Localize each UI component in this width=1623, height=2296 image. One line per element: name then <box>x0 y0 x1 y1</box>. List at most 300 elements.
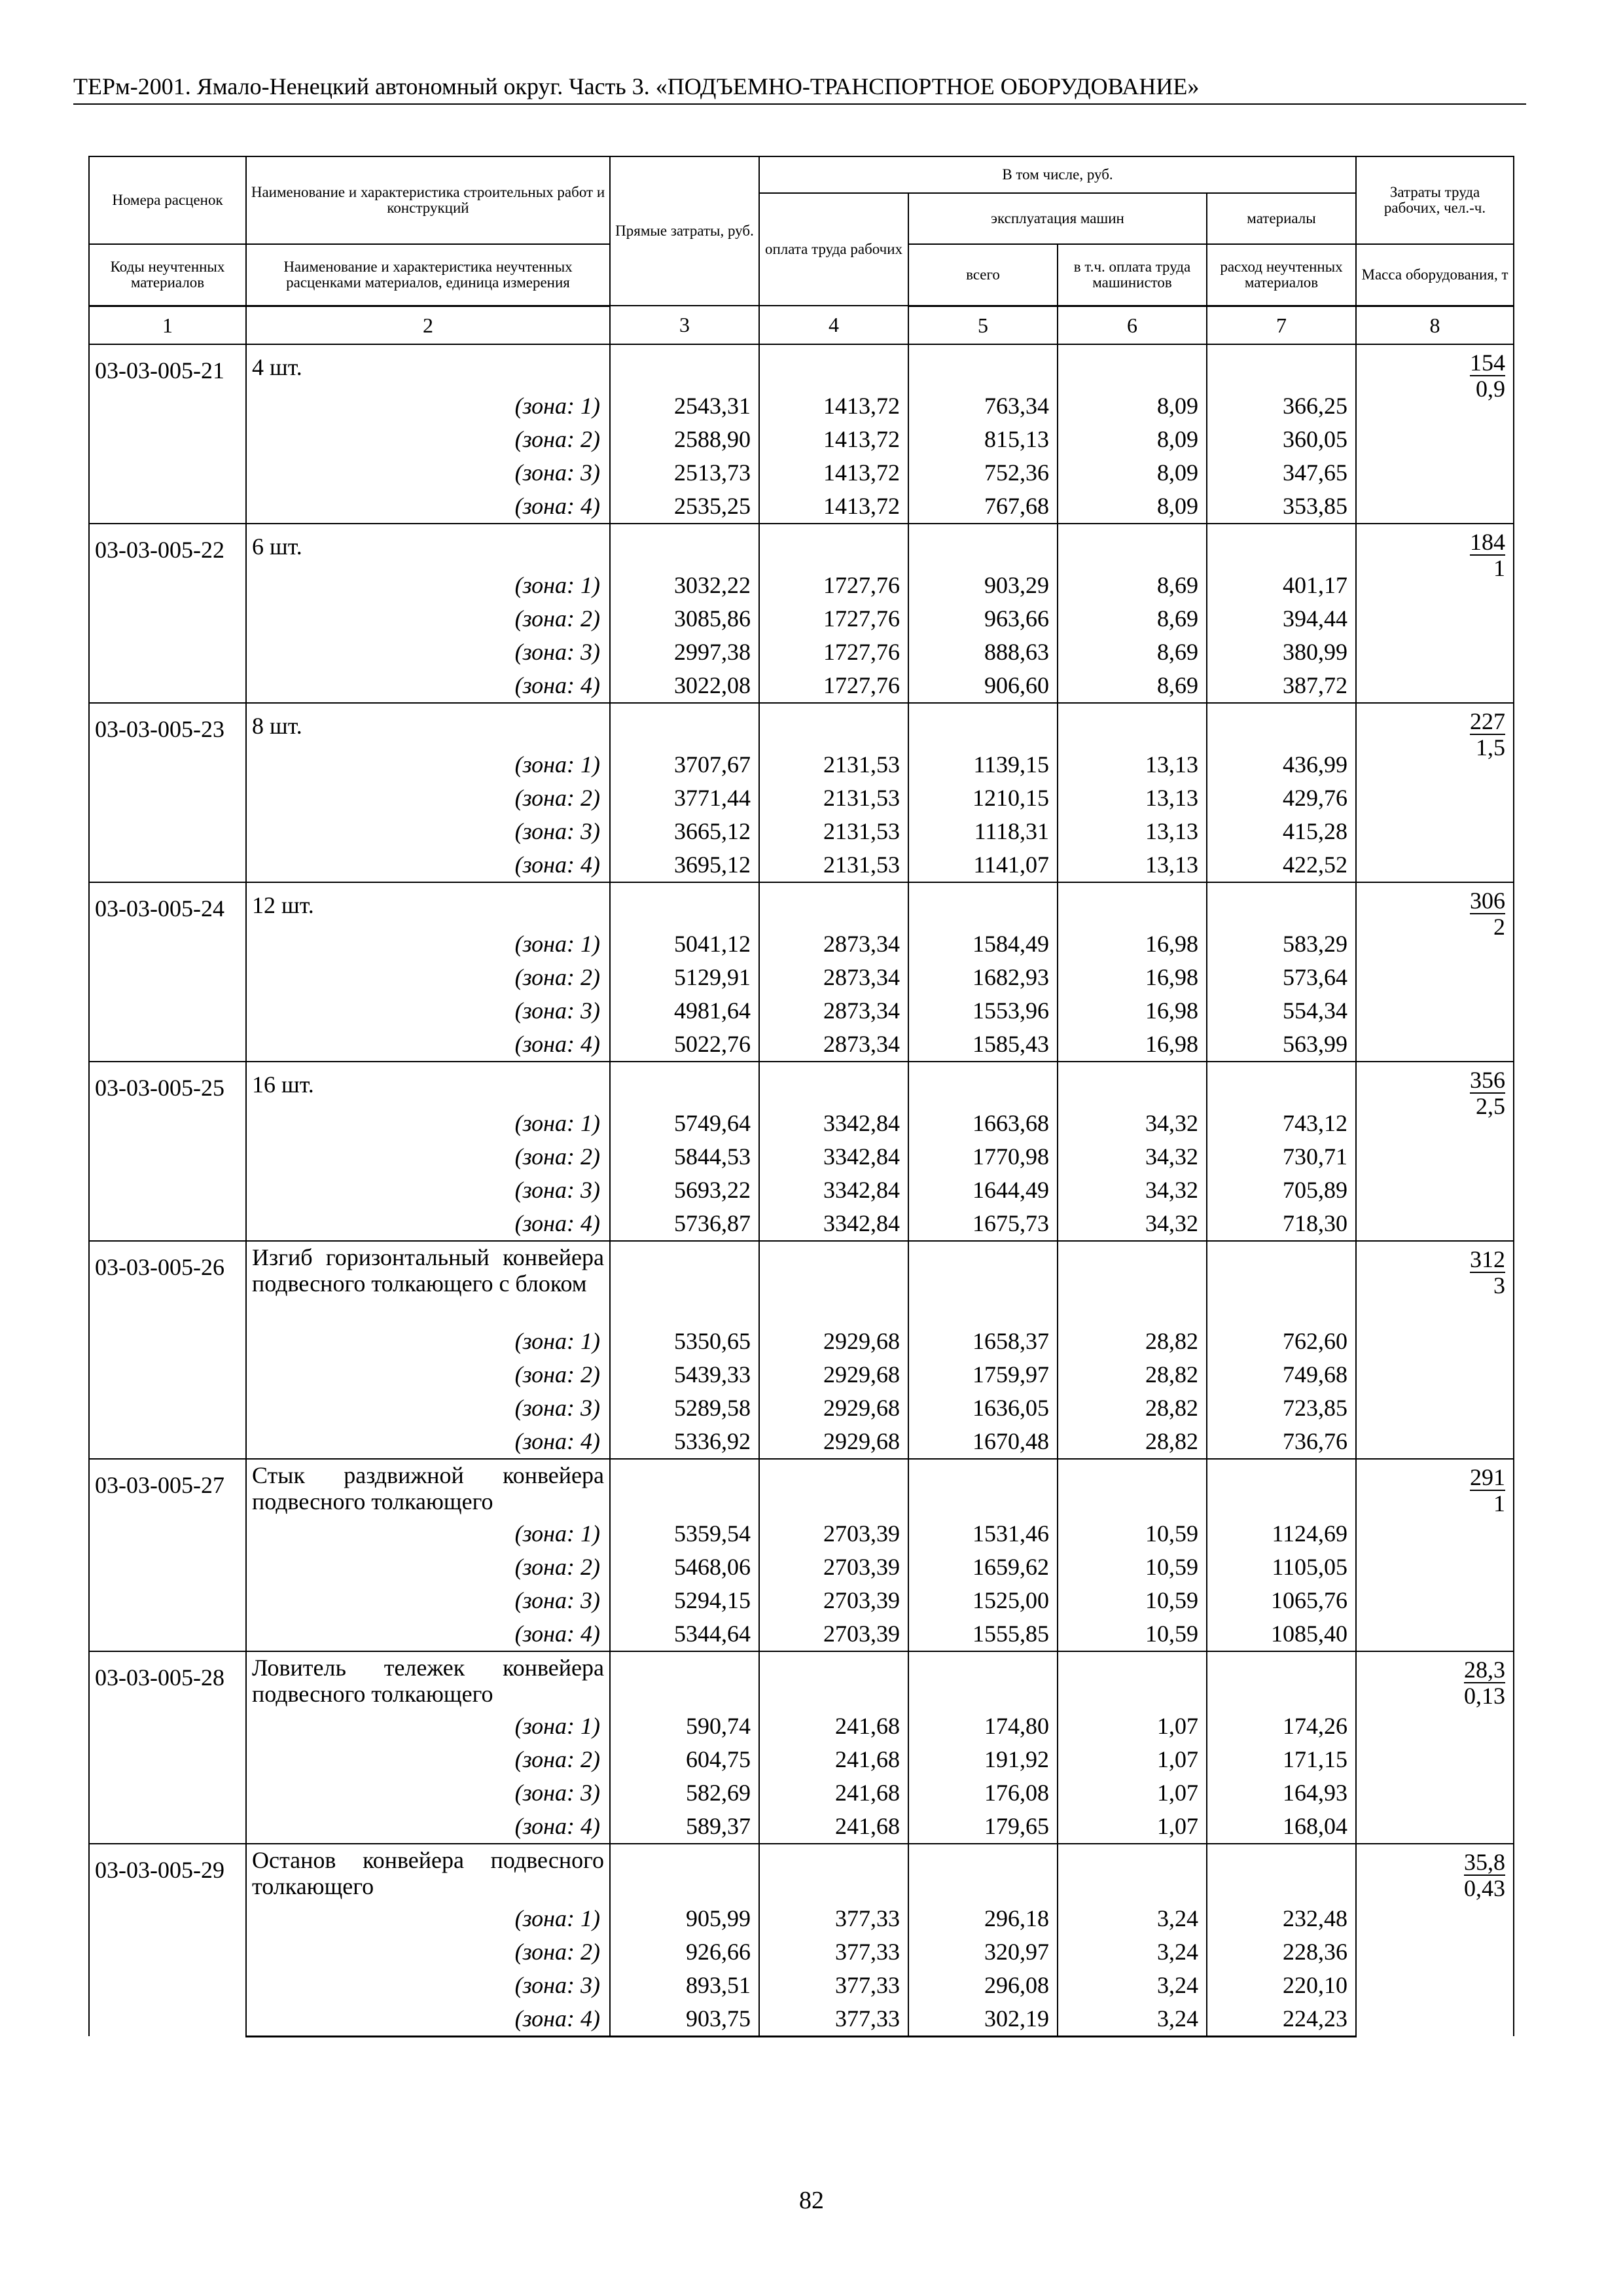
machinist-pay-value: 1,07 <box>1058 1776 1207 1810</box>
materials-value: 380,99 <box>1207 636 1356 669</box>
rate-item <box>89 703 1514 882</box>
table-row <box>89 1459 1514 1517</box>
machinist-pay-value: 34,32 <box>1058 1207 1207 1241</box>
direct-costs-value: 5749,64 <box>610 1107 759 1140</box>
labor-mass-cell <box>1356 1651 1514 1844</box>
worker-pay-value: 1413,72 <box>759 423 908 456</box>
machinist-pay-value: 8,69 <box>1058 602 1207 636</box>
equipment-mass-value: 0,13 <box>1464 1682 1506 1709</box>
rate-code: 03-03-005-27 <box>89 1459 246 1651</box>
materials-value: 723,85 <box>1207 1391 1356 1425</box>
empty-cell <box>610 882 759 927</box>
machinist-pay-value: 8,69 <box>1058 669 1207 703</box>
labor-costs-value: 356 <box>1470 1066 1506 1093</box>
zone-label: (зона: 3) <box>246 1969 610 2002</box>
empty-cell <box>759 1241 908 1325</box>
materials-value: 394,44 <box>1207 602 1356 636</box>
worker-pay-value: 2873,34 <box>759 927 908 961</box>
worker-pay-value: 1727,76 <box>759 669 908 703</box>
zone-label: (зона: 1) <box>246 1325 610 1358</box>
machine-operation-value: 1663,68 <box>908 1107 1058 1140</box>
empty-cell <box>610 1459 759 1517</box>
direct-costs-value: 3085,86 <box>610 602 759 636</box>
labor-mass-fraction <box>1464 1850 1505 1901</box>
table-row <box>89 781 1514 815</box>
machine-operation-value: 320,97 <box>908 1935 1058 1969</box>
rate-item <box>89 1062 1514 1241</box>
materials-value: 730,71 <box>1207 1140 1356 1174</box>
machinist-pay-value: 28,82 <box>1058 1425 1207 1459</box>
zone-label: (зона: 2) <box>246 1551 610 1584</box>
materials-value: 174,26 <box>1207 1710 1356 1743</box>
machine-operation-value: 815,13 <box>908 423 1058 456</box>
machine-operation-value: 296,18 <box>908 1902 1058 1935</box>
zone-label: (зона: 3) <box>246 815 610 848</box>
labor-mass-fraction <box>1470 1247 1505 1298</box>
zone-label: (зона: 1) <box>246 1517 610 1551</box>
worker-pay-value: 2131,53 <box>759 815 908 848</box>
table-row <box>89 927 1514 961</box>
col-materials: материалы <box>1207 193 1356 244</box>
zone-label: (зона: 3) <box>246 1776 610 1810</box>
zone-label: (зона: 4) <box>246 1617 610 1651</box>
table-row <box>89 1844 1514 1902</box>
empty-cell <box>908 1241 1058 1325</box>
machine-operation-value: 179,65 <box>908 1810 1058 1844</box>
materials-value: 429,76 <box>1207 781 1356 815</box>
empty-cell <box>1058 344 1207 389</box>
table-row <box>89 848 1514 882</box>
direct-costs-value: 5468,06 <box>610 1551 759 1584</box>
column-number: 5 <box>908 306 1058 344</box>
empty-cell <box>1058 1241 1207 1325</box>
machinist-pay-value: 10,59 <box>1058 1584 1207 1617</box>
labor-costs-value: 184 <box>1470 528 1506 555</box>
direct-costs-value: 5844,53 <box>610 1140 759 1174</box>
materials-value: 422,52 <box>1207 848 1356 882</box>
empty-cell <box>908 703 1058 748</box>
labor-mass-fraction <box>1470 529 1505 581</box>
machinist-pay-value: 16,98 <box>1058 961 1207 994</box>
worker-pay-value: 2873,34 <box>759 961 908 994</box>
empty-cell <box>1058 703 1207 748</box>
empty-cell <box>759 1459 908 1517</box>
worker-pay-value: 1727,76 <box>759 636 908 669</box>
materials-value: 1124,69 <box>1207 1517 1356 1551</box>
empty-cell <box>759 1651 908 1710</box>
table-row <box>89 1062 1514 1107</box>
table-row <box>89 1584 1514 1617</box>
work-name: Останов конвейера подвесного толкающего <box>246 1844 610 1902</box>
table-row <box>89 1325 1514 1358</box>
empty-cell <box>610 524 759 569</box>
col-labor-costs: Затраты труда рабочих, чел.-ч. <box>1356 156 1514 244</box>
machinist-pay-value: 28,82 <box>1058 1325 1207 1358</box>
worker-pay-value: 377,33 <box>759 1935 908 1969</box>
zone-label: (зона: 3) <box>246 1391 610 1425</box>
machine-operation-value: 903,29 <box>908 569 1058 602</box>
machinist-pay-value: 34,32 <box>1058 1140 1207 1174</box>
materials-value: 353,85 <box>1207 490 1356 524</box>
machine-operation-value: 1659,62 <box>908 1551 1058 1584</box>
materials-value: 171,15 <box>1207 1743 1356 1776</box>
machine-operation-value: 1141,07 <box>908 848 1058 882</box>
rate-item <box>89 1651 1514 1844</box>
labor-costs-value: 291 <box>1470 1463 1506 1490</box>
labor-costs-value: 154 <box>1470 349 1506 376</box>
rate-code: 03-03-005-25 <box>89 1062 246 1241</box>
zone-label: (зона: 4) <box>246 669 610 703</box>
materials-value: 224,23 <box>1207 2002 1356 2037</box>
table-row <box>89 636 1514 669</box>
machine-operation-value: 191,92 <box>908 1743 1058 1776</box>
labor-costs-value: 28,3 <box>1464 1656 1506 1683</box>
equipment-mass-value: 3 <box>1493 1272 1506 1299</box>
zone-label: (зона: 2) <box>246 1140 610 1174</box>
worker-pay-value: 2929,68 <box>759 1425 908 1459</box>
empty-cell <box>1207 1651 1356 1710</box>
machinist-pay-value: 28,82 <box>1058 1358 1207 1391</box>
direct-costs-value: 3032,22 <box>610 569 759 602</box>
labor-mass-cell <box>1356 703 1514 882</box>
direct-costs-value: 5294,15 <box>610 1584 759 1617</box>
empty-cell <box>1207 1459 1356 1517</box>
empty-cell <box>759 1844 908 1902</box>
materials-value: 743,12 <box>1207 1107 1356 1140</box>
zone-label: (зона: 2) <box>246 602 610 636</box>
worker-pay-value: 241,68 <box>759 1776 908 1810</box>
machine-operation-value: 1139,15 <box>908 748 1058 781</box>
machine-operation-value: 963,66 <box>908 602 1058 636</box>
empty-cell <box>908 1459 1058 1517</box>
machine-operation-value: 1658,37 <box>908 1325 1058 1358</box>
table-row <box>89 994 1514 1028</box>
direct-costs-value: 5344,64 <box>610 1617 759 1651</box>
labor-costs-value: 306 <box>1470 887 1506 914</box>
materials-value: 387,72 <box>1207 669 1356 703</box>
direct-costs-value: 5736,87 <box>610 1207 759 1241</box>
labor-mass-cell <box>1356 1844 1514 2037</box>
worker-pay-value: 1413,72 <box>759 456 908 490</box>
table-header <box>89 156 1514 344</box>
labor-mass-cell <box>1356 524 1514 703</box>
worker-pay-value: 3342,84 <box>759 1207 908 1241</box>
machine-operation-value: 752,36 <box>908 456 1058 490</box>
rate-item <box>89 1241 1514 1459</box>
zone-label: (зона: 4) <box>246 1207 610 1241</box>
column-number: 8 <box>1356 306 1514 344</box>
empty-cell <box>1207 1844 1356 1902</box>
table-row <box>89 602 1514 636</box>
col-total: всего <box>908 244 1058 306</box>
labor-mass-fraction <box>1470 1465 1505 1516</box>
table-row <box>89 1551 1514 1584</box>
empty-cell <box>759 703 908 748</box>
zone-label: (зона: 1) <box>246 569 610 602</box>
work-name: 8 шт. <box>246 703 610 748</box>
equipment-mass-value: 1,5 <box>1476 734 1506 761</box>
materials-value: 168,04 <box>1207 1810 1356 1844</box>
zone-label: (зона: 2) <box>246 1935 610 1969</box>
worker-pay-value: 1413,72 <box>759 389 908 423</box>
zone-label: (зона: 2) <box>246 423 610 456</box>
direct-costs-value: 2543,31 <box>610 389 759 423</box>
machine-operation-value: 1210,15 <box>908 781 1058 815</box>
empty-cell <box>610 1062 759 1107</box>
zone-label: (зона: 1) <box>246 389 610 423</box>
empty-cell <box>1058 882 1207 927</box>
direct-costs-value: 5041,12 <box>610 927 759 961</box>
machinist-pay-value: 16,98 <box>1058 1028 1207 1062</box>
col-rate-numbers: Номера расценок <box>89 156 246 244</box>
labor-mass-fraction <box>1470 350 1505 401</box>
machine-operation-value: 176,08 <box>908 1776 1058 1810</box>
worker-pay-value: 241,68 <box>759 1810 908 1844</box>
rate-item <box>89 1459 1514 1651</box>
equipment-mass-value: 1 <box>1493 1490 1506 1516</box>
materials-value: 366,25 <box>1207 389 1356 423</box>
table-row <box>89 815 1514 848</box>
empty-cell <box>1058 1062 1207 1107</box>
empty-cell <box>1058 524 1207 569</box>
machinist-pay-value: 3,24 <box>1058 1902 1207 1935</box>
rate-code: 03-03-005-21 <box>89 344 246 524</box>
machinist-pay-value: 34,32 <box>1058 1107 1207 1140</box>
empty-cell <box>1207 1062 1356 1107</box>
machinist-pay-value: 3,24 <box>1058 2002 1207 2037</box>
materials-value: 554,34 <box>1207 994 1356 1028</box>
column-number: 4 <box>759 306 908 344</box>
table-row <box>89 1902 1514 1935</box>
materials-value: 736,76 <box>1207 1425 1356 1459</box>
worker-pay-value: 2703,39 <box>759 1551 908 1584</box>
empty-cell <box>1207 1241 1356 1325</box>
machinist-pay-value: 10,59 <box>1058 1517 1207 1551</box>
worker-pay-value: 2131,53 <box>759 781 908 815</box>
col-unaccounted-materials: расход неучтенных материалов <box>1207 244 1356 306</box>
direct-costs-value: 3707,67 <box>610 748 759 781</box>
materials-value: 164,93 <box>1207 1776 1356 1810</box>
table-row <box>89 961 1514 994</box>
zone-label: (зона: 3) <box>246 456 610 490</box>
machine-operation-value: 1644,49 <box>908 1174 1058 1207</box>
machinist-pay-value: 16,98 <box>1058 927 1207 961</box>
machinist-pay-value: 13,13 <box>1058 848 1207 882</box>
worker-pay-value: 2703,39 <box>759 1517 908 1551</box>
materials-value: 415,28 <box>1207 815 1356 848</box>
worker-pay-value: 377,33 <box>759 1969 908 2002</box>
zone-label: (зона: 1) <box>246 748 610 781</box>
table-row <box>89 2002 1514 2037</box>
empty-cell <box>759 1062 908 1107</box>
labor-mass-cell <box>1356 1241 1514 1459</box>
zone-label: (зона: 2) <box>246 1743 610 1776</box>
direct-costs-value: 3665,12 <box>610 815 759 848</box>
rate-code: 03-03-005-26 <box>89 1241 246 1459</box>
worker-pay-value: 2929,68 <box>759 1325 908 1358</box>
machine-operation-value: 888,63 <box>908 636 1058 669</box>
table-row <box>89 1810 1514 1844</box>
rate-code: 03-03-005-28 <box>89 1651 246 1844</box>
direct-costs-value: 582,69 <box>610 1776 759 1810</box>
direct-costs-value: 903,75 <box>610 2002 759 2037</box>
empty-cell <box>1207 524 1356 569</box>
direct-costs-value: 5439,33 <box>610 1358 759 1391</box>
materials-value: 1105,05 <box>1207 1551 1356 1584</box>
worker-pay-value: 241,68 <box>759 1743 908 1776</box>
equipment-mass-value: 2,5 <box>1476 1092 1506 1119</box>
equipment-mass-value: 0,43 <box>1464 1874 1506 1901</box>
direct-costs-value: 604,75 <box>610 1743 759 1776</box>
zone-label: (зона: 4) <box>246 2002 610 2037</box>
zone-label: (зона: 4) <box>246 1810 610 1844</box>
worker-pay-value: 2131,53 <box>759 748 908 781</box>
empty-cell <box>1058 1651 1207 1710</box>
machinist-pay-value: 13,13 <box>1058 781 1207 815</box>
work-name: 12 шт. <box>246 882 610 927</box>
machine-operation-value: 763,34 <box>908 389 1058 423</box>
machinist-pay-value: 1,07 <box>1058 1710 1207 1743</box>
column-number: 6 <box>1058 306 1207 344</box>
direct-costs-value: 5336,92 <box>610 1425 759 1459</box>
empty-cell <box>759 882 908 927</box>
materials-value: 401,17 <box>1207 569 1356 602</box>
machine-operation-value: 1585,43 <box>908 1028 1058 1062</box>
materials-value: 360,05 <box>1207 423 1356 456</box>
table-row <box>89 1358 1514 1391</box>
materials-value: 436,99 <box>1207 748 1356 781</box>
zone-label: (зона: 4) <box>246 848 610 882</box>
page-number: 82 <box>799 2187 824 2214</box>
empty-cell <box>908 524 1058 569</box>
worker-pay-value: 3342,84 <box>759 1174 908 1207</box>
worker-pay-value: 2703,39 <box>759 1584 908 1617</box>
empty-cell <box>908 344 1058 389</box>
machinist-pay-value: 1,07 <box>1058 1743 1207 1776</box>
direct-costs-value: 5693,22 <box>610 1174 759 1207</box>
direct-costs-value: 3695,12 <box>610 848 759 882</box>
zone-label: (зона: 3) <box>246 994 610 1028</box>
worker-pay-value: 1727,76 <box>759 569 908 602</box>
direct-costs-value: 5289,58 <box>610 1391 759 1425</box>
materials-value: 762,60 <box>1207 1325 1356 1358</box>
machinist-pay-value: 8,69 <box>1058 636 1207 669</box>
worker-pay-value: 377,33 <box>759 2002 908 2037</box>
work-name: Ловитель тележек конвейера подвесного толкающего <box>246 1651 610 1710</box>
machine-operation-value: 1670,48 <box>908 1425 1058 1459</box>
labor-mass-cell <box>1356 1062 1514 1241</box>
table-row <box>89 1391 1514 1425</box>
rate-item <box>89 882 1514 1062</box>
machine-operation-value: 1770,98 <box>908 1140 1058 1174</box>
zone-label: (зона: 4) <box>246 1028 610 1062</box>
machine-operation-value: 1118,31 <box>908 815 1058 848</box>
work-name: Стык раздвижной конвейера подвесного толкающего <box>246 1459 610 1517</box>
table-row <box>89 703 1514 748</box>
table-row <box>89 1776 1514 1810</box>
direct-costs-value: 2535,25 <box>610 490 759 524</box>
zone-label: (зона: 2) <box>246 1358 610 1391</box>
zone-label: (зона: 1) <box>246 1902 610 1935</box>
table-row <box>89 1710 1514 1743</box>
rate-item <box>89 524 1514 703</box>
work-name: 4 шт. <box>246 344 610 389</box>
machinist-pay-value: 8,09 <box>1058 389 1207 423</box>
materials-value: 583,29 <box>1207 927 1356 961</box>
empty-cell <box>759 344 908 389</box>
machine-operation-value: 1675,73 <box>908 1207 1058 1241</box>
col-including: В том числе, руб. <box>759 156 1356 193</box>
column-numbers-row <box>89 306 1514 344</box>
table-row <box>89 389 1514 423</box>
col-machine-operation: эксплуатация машин <box>908 193 1207 244</box>
table-row <box>89 1651 1514 1710</box>
machinist-pay-value: 3,24 <box>1058 1935 1207 1969</box>
direct-costs-value: 905,99 <box>610 1902 759 1935</box>
table-row <box>89 1207 1514 1241</box>
empty-cell <box>610 1651 759 1710</box>
machinist-pay-value: 8,69 <box>1058 569 1207 602</box>
table-row <box>89 669 1514 703</box>
worker-pay-value: 2873,34 <box>759 994 908 1028</box>
table-row <box>89 569 1514 602</box>
labor-costs-value: 35,8 <box>1464 1848 1506 1875</box>
direct-costs-value: 4981,64 <box>610 994 759 1028</box>
table-row <box>89 344 1514 389</box>
worker-pay-value: 2873,34 <box>759 1028 908 1062</box>
empty-cell <box>908 882 1058 927</box>
empty-cell <box>1207 344 1356 389</box>
equipment-mass-value: 0,9 <box>1476 375 1506 402</box>
machine-operation-value: 1525,00 <box>908 1584 1058 1617</box>
column-number: 2 <box>246 306 610 344</box>
materials-value: 347,65 <box>1207 456 1356 490</box>
labor-mass-cell <box>1356 1459 1514 1651</box>
table-row <box>89 490 1514 524</box>
table-row <box>89 1241 1514 1325</box>
materials-value: 563,99 <box>1207 1028 1356 1062</box>
col-worker-pay: оплата труда рабочих <box>759 193 908 306</box>
materials-value: 573,64 <box>1207 961 1356 994</box>
price-table-container <box>88 156 1513 2037</box>
table-row <box>89 524 1514 569</box>
direct-costs-value: 5022,76 <box>610 1028 759 1062</box>
worker-pay-value: 377,33 <box>759 1902 908 1935</box>
col-equipment-mass: Масса оборудования, т <box>1356 244 1514 306</box>
machinist-pay-value: 8,09 <box>1058 456 1207 490</box>
empty-cell <box>610 1241 759 1325</box>
direct-costs-value: 5129,91 <box>610 961 759 994</box>
table-row <box>89 456 1514 490</box>
worker-pay-value: 2929,68 <box>759 1391 908 1425</box>
machine-operation-value: 1682,93 <box>908 961 1058 994</box>
price-table <box>88 156 1514 2037</box>
rate-code: 03-03-005-22 <box>89 524 246 703</box>
zone-label: (зона: 4) <box>246 1425 610 1459</box>
rate-item <box>89 344 1514 524</box>
direct-costs-value: 3771,44 <box>610 781 759 815</box>
equipment-mass-value: 1 <box>1493 554 1506 581</box>
empty-cell <box>908 1844 1058 1902</box>
materials-value: 705,89 <box>1207 1174 1356 1207</box>
empty-cell <box>1058 1459 1207 1517</box>
table-row <box>89 1028 1514 1062</box>
machinist-pay-value: 8,09 <box>1058 423 1207 456</box>
direct-costs-value: 2997,38 <box>610 636 759 669</box>
empty-cell <box>908 1062 1058 1107</box>
col-direct-costs: Прямые затраты, руб. <box>610 156 759 306</box>
table-row <box>89 1935 1514 1969</box>
